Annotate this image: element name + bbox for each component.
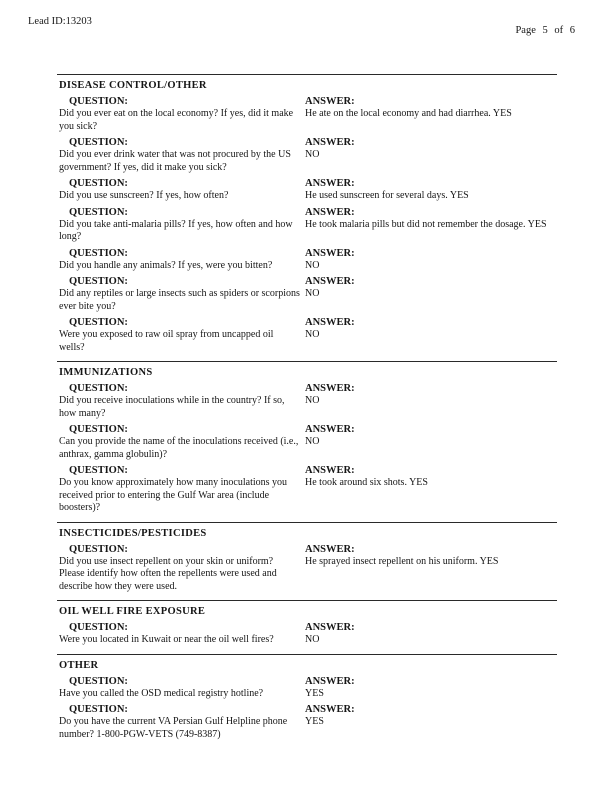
answer-text: YES: [305, 687, 324, 699]
answer-label: ANSWER:: [305, 247, 355, 259]
answer-text: NO: [305, 395, 320, 406]
sections-container: [57, 74, 557, 748]
section-title: OIL WELL FIRE EXPOSURE: [59, 606, 206, 617]
section: [57, 361, 557, 522]
answer-label: ANSWER:: [305, 206, 355, 218]
question-text: Did you handle any animals? If yes, were you bitten?: [59, 259, 273, 271]
answer-label: ANSWER:: [305, 276, 355, 287]
answer-label: ANSWER:: [305, 465, 355, 476]
answer-label: ANSWER:: [305, 704, 355, 715]
answer-text: He ate on the local economy and had diarrhea. YES: [305, 108, 512, 119]
answer-label: ANSWER:: [305, 137, 355, 148]
answer-text: NO: [305, 329, 320, 340]
section-title: IMMUNIZATIONS: [59, 367, 153, 378]
question-label: QUESTION:: [69, 465, 128, 476]
question-text: Did you take anti-malaria pills? If yes, how often and how long?: [59, 218, 293, 242]
question-label: QUESTION:: [69, 137, 128, 148]
question-label: QUESTION:: [69, 622, 128, 633]
question-text: Did you receive inoculations while in the country? If so, how many?: [59, 395, 285, 419]
section-title: OTHER: [59, 659, 99, 671]
qa-row: [57, 464, 557, 515]
question-label: QUESTION:: [69, 543, 128, 555]
section: [57, 74, 557, 361]
qa-row: [57, 703, 557, 741]
answer-text: NO: [305, 634, 320, 645]
answer-label: ANSWER:: [305, 383, 355, 394]
question-text: Do you know approximately how many inoculations you received prior to entering the Gulf War area (include boosters)?: [59, 477, 288, 513]
qa-row: [57, 543, 557, 594]
qa-row: [57, 382, 557, 420]
question-label: QUESTION:: [69, 383, 128, 394]
section: [57, 522, 557, 601]
answer-text: He took malaria pills but did not remember the dosage. YES: [305, 218, 547, 230]
answer-text: YES: [305, 716, 324, 727]
question-label: QUESTION:: [69, 424, 128, 435]
qa-row: [57, 316, 557, 354]
page-number-label: Page 5 of 6: [515, 25, 575, 36]
question-label: QUESTION:: [69, 675, 128, 687]
question-text: Did you ever eat on the local economy? If yes, did it make you sick?: [59, 108, 294, 132]
answer-text: He sprayed insect repellent on his uniform. YES: [305, 555, 499, 567]
section-title: DISEASE CONTROL/OTHER: [59, 80, 207, 91]
question-text: Did you ever drink water that was not procured by the US government? If yes, did it make you sick?: [59, 149, 291, 173]
qa-row: [57, 136, 557, 174]
answer-text: NO: [305, 259, 320, 271]
qa-row: [57, 177, 557, 203]
section: [57, 654, 557, 749]
lead-id-label: Lead ID:13203: [28, 16, 92, 27]
question-label: QUESTION:: [69, 206, 128, 218]
qa-row: [57, 95, 557, 133]
answer-label: ANSWER:: [305, 543, 355, 555]
answer-text: NO: [305, 436, 320, 447]
answer-text: He used sunscreen for several days. YES: [305, 190, 469, 201]
question-label: QUESTION:: [69, 96, 128, 107]
answer-text: NO: [305, 149, 320, 160]
question-text: Did you use insect repellent on your skin or uniform? Please identify how often the repellents were used and describe how they were used.: [59, 555, 277, 592]
question-text: Can you provide the name of the inoculations received (i.e., anthrax, gamma globulin)?: [59, 436, 299, 460]
question-text: Did you use sunscreen? If yes, how often?: [59, 190, 229, 201]
answer-text: He took around six shots. YES: [305, 477, 428, 488]
question-text: Did any reptiles or large insects such as spiders or scorpions ever bite you?: [59, 288, 300, 312]
question-label: QUESTION:: [69, 276, 128, 287]
question-label: QUESTION:: [69, 247, 128, 259]
question-text: Do you have the current VA Persian Gulf Helpline phone number? 1-800-PGW-VETS (749-8387): [59, 716, 288, 740]
answer-label: ANSWER:: [305, 675, 355, 687]
answer-label: ANSWER:: [305, 317, 355, 328]
question-label: QUESTION:: [69, 317, 128, 328]
answer-label: ANSWER:: [305, 178, 355, 189]
answer-label: ANSWER:: [305, 424, 355, 435]
qa-row: [57, 247, 557, 273]
section-title: INSECTICIDES/PESTICIDES: [59, 527, 207, 539]
question-text: Have you called the OSD medical registry hotline?: [59, 687, 264, 699]
qa-row: [57, 675, 557, 701]
question-text: Were you exposed to raw oil spray from uncapped oil wells?: [59, 329, 274, 353]
qa-row: [57, 423, 557, 461]
qa-row: [57, 621, 557, 647]
qa-row: [57, 275, 557, 313]
question-label: QUESTION:: [69, 178, 128, 189]
section: [57, 600, 557, 654]
answer-label: ANSWER:: [305, 96, 355, 107]
question-label: QUESTION:: [69, 704, 128, 715]
question-text: Were you located in Kuwait or near the oil well fires?: [59, 634, 274, 645]
answer-label: ANSWER:: [305, 622, 355, 633]
qa-row: [57, 206, 557, 244]
answer-text: NO: [305, 288, 320, 299]
